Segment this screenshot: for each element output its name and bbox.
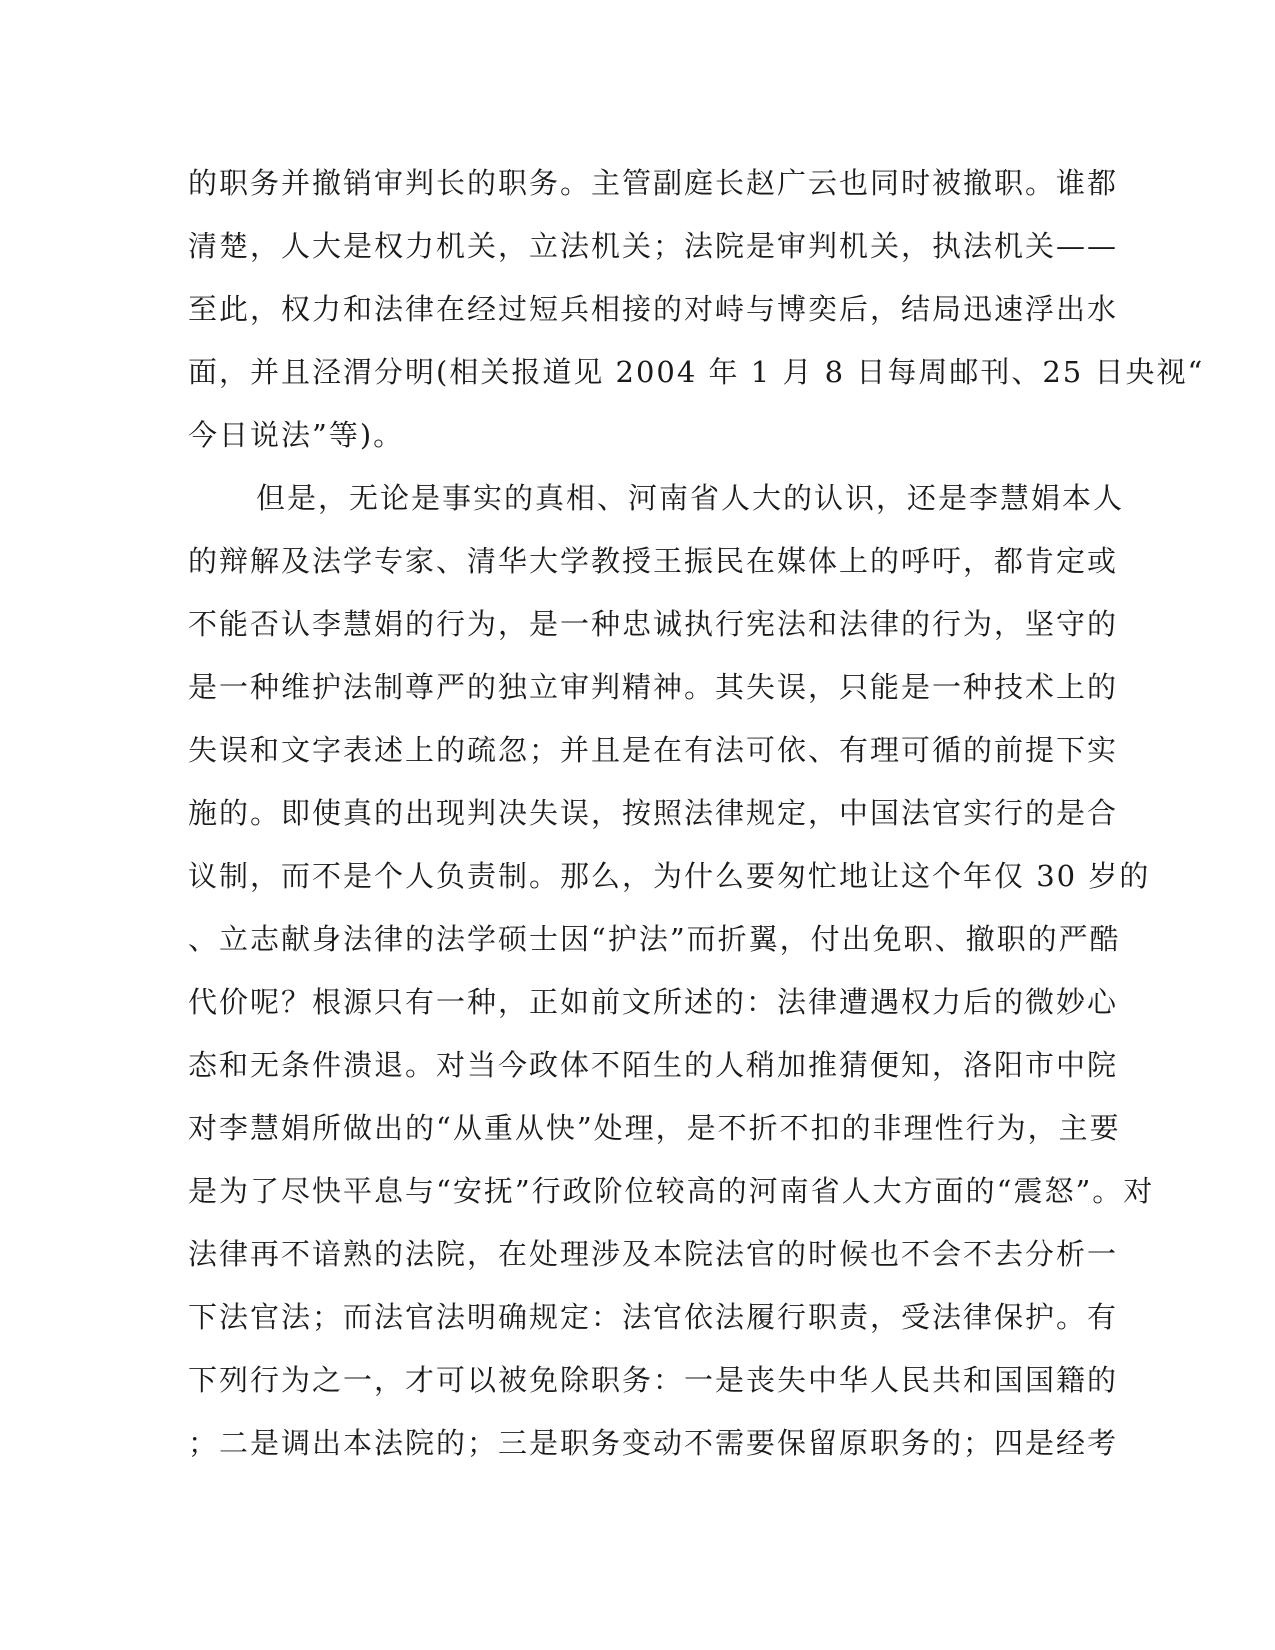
paragraph-first-line: 但是，无论是事实的真相、河南省人大的认识，还是李慧娟本人: [256, 481, 1125, 515]
text-line: 清楚，人大是权力机关，立法机关；法院是审判机关，执法机关——: [188, 229, 1119, 263]
text-line: 态和无条件溃退。对当今政体不陌生的人稍加推猜便知，洛阳市中院: [188, 1048, 1119, 1082]
text-line: 不能否认李慧娟的行为，是一种忠诚执行宪法和法律的行为，坚守的: [188, 607, 1119, 641]
text-line: 议制，而不是个人负责制。那么，为什么要匆忙地让这个年仅 30 岁的: [188, 859, 1151, 893]
text-line: 是一种维护法制尊严的独立审判精神。其失误，只能是一种技术上的: [188, 670, 1119, 704]
text-line: 代价呢？根源只有一种，正如前文所述的：法律遭遇权力后的微妙心: [188, 985, 1119, 1019]
text-line: 施的。即使真的出现判决失误，按照法律规定，中国法官实行的是合: [188, 796, 1119, 830]
body-text: [188, 160, 1205, 1483]
text-line: 至此，权力和法律在经过短兵相接的对峙与博奕后，结局迅速浮出水: [188, 292, 1119, 326]
text-line: ；二是调出本法院的；三是职务变动不需要保留原职务的；四是经考: [188, 1426, 1119, 1460]
text-line: 、立志献身法律的法学硕士因“护法”而折翼，付出免职、撤职的严酷: [188, 922, 1121, 956]
text-line: 下列行为之一，才可以被免除职务：一是丧失中华人民共和国国籍的: [188, 1363, 1119, 1397]
text-line: 面，并且泾渭分明(相关报道见 2004 年 1 月 8 日每周邮刊、25 日央视“: [188, 355, 1205, 389]
text-line: 的职务并撤销审判长的职务。主管副庭长赵广云也同时被撤职。谁都: [188, 166, 1119, 200]
text-line: 下法官法；而法官法明确规定：法官依法履行职责，受法律保护。有: [188, 1300, 1119, 1334]
text-line: 法律再不谙熟的法院，在处理涉及本院法官的时候也不会不去分析一: [188, 1237, 1119, 1271]
text-line: 今日说法”等)。: [188, 418, 405, 452]
text-line: 对李慧娟所做出的“从重从快”处理，是不折不扣的非理性行为，主要: [188, 1111, 1121, 1145]
text-line: 是为了尽快平息与“安抚”行政阶位较高的河南省人大方面的“震怒”。对: [188, 1174, 1155, 1208]
text-line: 的辩解及法学专家、清华大学教授王振民在媒体上的呼吁，都肯定或: [188, 544, 1119, 578]
text-line: 失误和文字表述上的疏忽；并且是在有法可依、有理可循的前提下实: [188, 733, 1119, 767]
